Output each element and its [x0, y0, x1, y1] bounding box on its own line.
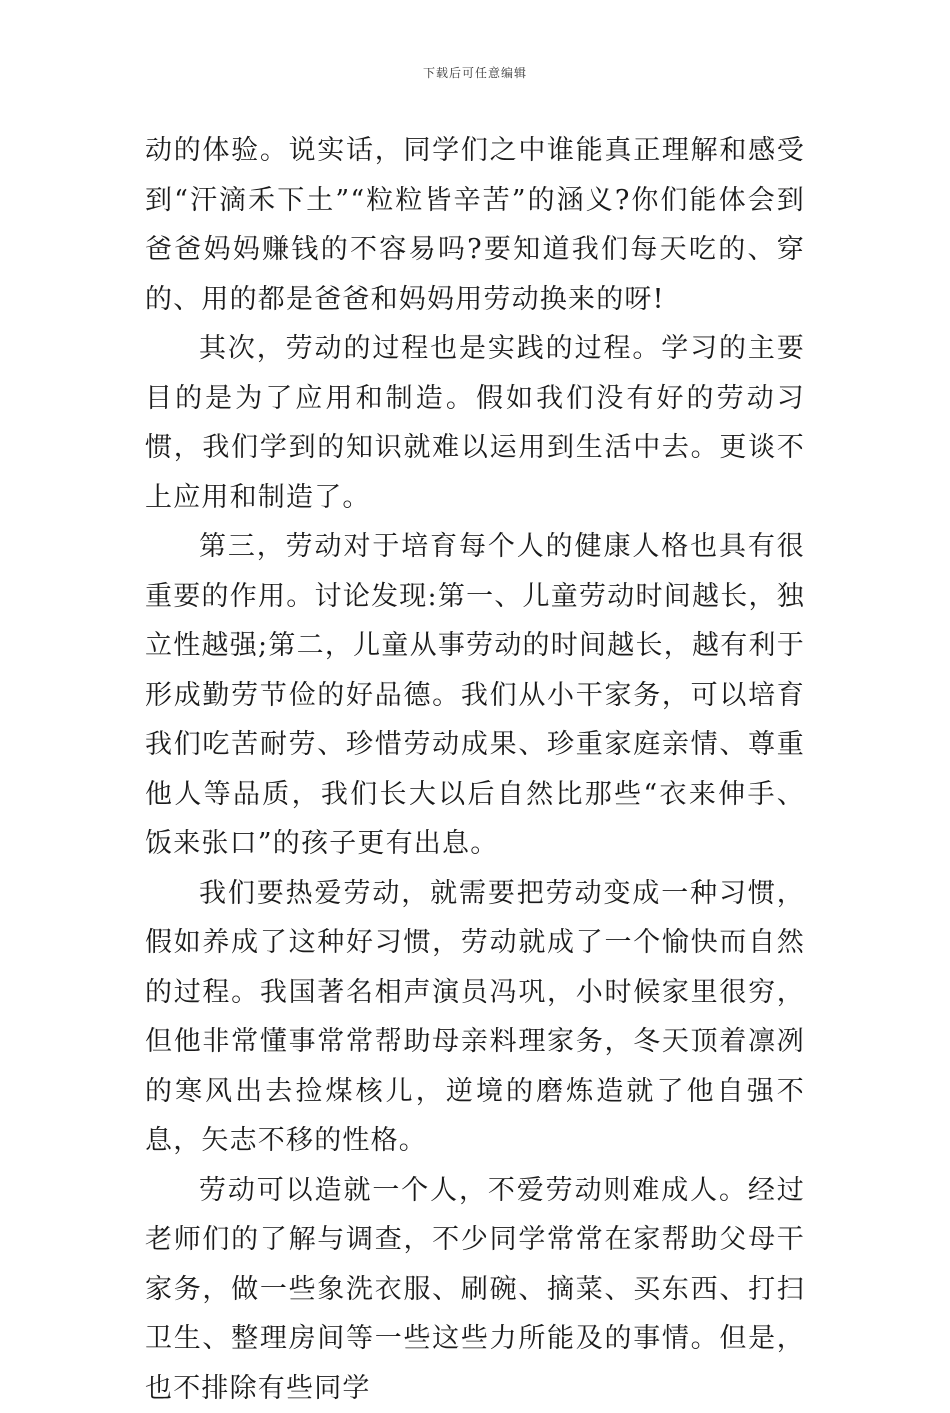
paragraph-4: 我们要热爱劳动，就需要把劳动变成一种习惯，假如养成了这种好习惯，劳动就成了一个愉快而自然的过程。我国著名相声演员冯巩，小时候家里很穷，但他非常懂事常常帮助母亲料理家务，冬天顶着凛冽的寒风出去捡煤核儿，逆境的磨炼造就了他自强不息，矢志不移的性格。	[145, 869, 805, 1166]
paragraph-3: 第三，劳动对于培育每个人的健康人格也具有很重要的作用。讨论发现:第一、儿童劳动时间越长，独立性越强;第二，儿童从事劳动的时间越长，越有利于形成勤劳节俭的好品德。我们从小干家务，可以培育我们吃苦耐劳、珍惜劳动成果、珍重家庭亲情、尊重他人等品质，我们长大以后自然比那些“衣来伸手、饭来张口”的孩子更有出息。	[145, 522, 805, 869]
document-body	[145, 126, 805, 1413]
page-header: 下载后可任意编辑	[0, 64, 950, 81]
paragraph-2: 其次，劳动的过程也是实践的过程。学习的主要目的是为了应用和制造。假如我们没有好的劳动习惯，我们学到的知识就难以运用到生活中去。更谈不上应用和制造了。	[145, 324, 805, 522]
paragraph-5: 劳动可以造就一个人，不爱劳动则难成人。经过老师们的了解与调查，不少同学常常在家帮助父母干家务，做一些象洗衣服、刷碗、摘菜、买东西、打扫卫生、整理房间等一些这些力所能及的事情。但是，也不排除有些同学	[145, 1166, 805, 1413]
paragraph-1: 动的体验。说实话，同学们之中谁能真正理解和感受到“汗滴禾下土”“粒粒皆辛苦”的涵义?你们能体会到爸爸妈妈赚钱的不容易吗?要知道我们每天吃的、穿的、用的都是爸爸和妈妈用劳动换来的呀!	[145, 126, 805, 324]
